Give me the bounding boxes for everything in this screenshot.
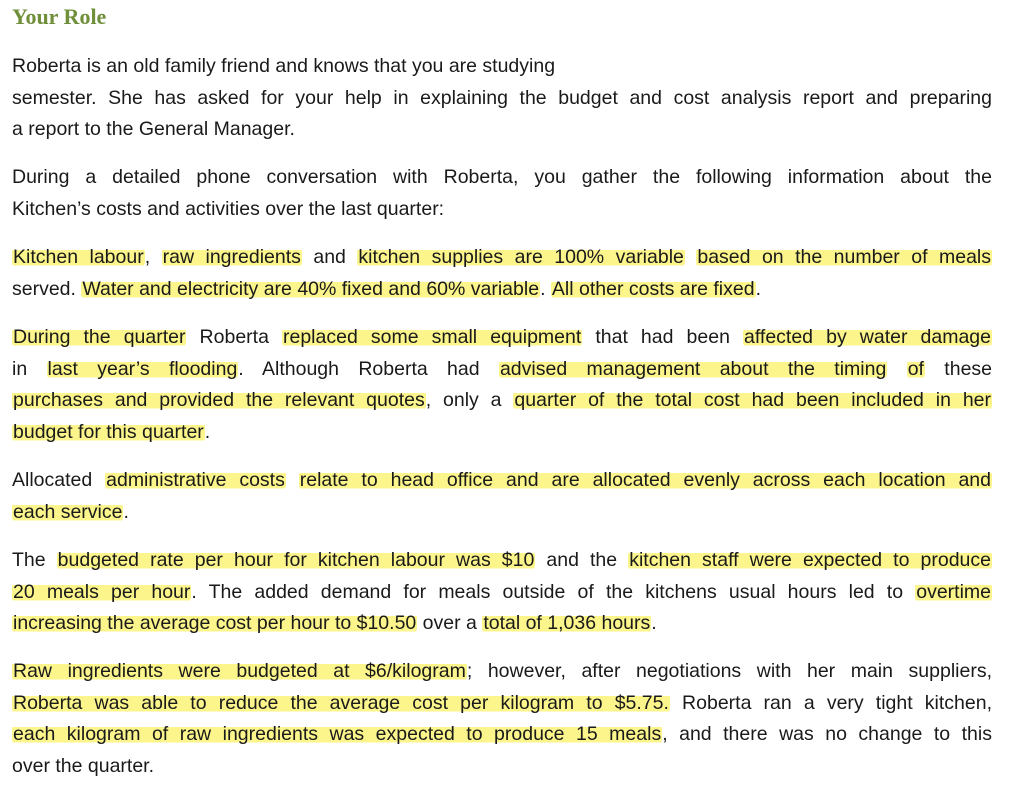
text-line xyxy=(12,114,295,145)
text-run: The xyxy=(12,549,57,571)
text-line xyxy=(12,51,555,82)
highlighted-text: of xyxy=(907,357,924,380)
text-run: over a xyxy=(417,612,483,635)
text-run: Roberta is an old family friend and knows that you are studying xyxy=(12,55,556,77)
highlighted-text: During the quarter xyxy=(13,326,186,348)
text-run: , and there was no change to this xyxy=(662,723,992,746)
text-run: in xyxy=(12,357,47,380)
text-line xyxy=(12,688,992,719)
highlighted-text: based on the number of meals xyxy=(697,246,991,268)
text-run: that had been xyxy=(582,326,743,348)
highlighted-text: kitchen supplies are 100% variable xyxy=(358,246,684,268)
text-run: a report to the General Manager. xyxy=(12,118,295,141)
text-line xyxy=(12,577,992,608)
text-run xyxy=(286,469,299,491)
highlighted-text: total of 1,036 hours xyxy=(483,612,651,635)
highlighted-text: increasing the average cost per hour to $10.50 xyxy=(13,612,417,635)
highlighted-text: Kitchen labour xyxy=(13,246,144,268)
highlighted-text: last year’s flooding xyxy=(47,357,238,380)
text-run: semester. She has asked for your help in explaining the budget and cost analysis report and preparing xyxy=(12,86,992,109)
text-run: Roberta xyxy=(186,326,282,348)
text-run: these xyxy=(924,357,993,380)
highlighted-text: Water and electricity are 40% fixed and 60% variable xyxy=(82,277,540,300)
text-run: . xyxy=(123,500,129,523)
highlighted-text: replaced some small equipment xyxy=(283,326,582,348)
highlighted-text: 20 meals per hour xyxy=(13,580,191,603)
highlighted-text: budget for this quarter xyxy=(13,420,204,443)
text-run: . xyxy=(540,277,551,300)
text-run: . The added demand for meals outside of the kitchens usual hours led to xyxy=(191,580,916,603)
highlighted-text: each kilogram of raw ingredients was expected to produce 15 meals xyxy=(13,723,662,746)
text-run xyxy=(887,358,906,380)
text-line xyxy=(12,354,992,385)
text-line xyxy=(12,656,992,687)
text-run: Allocated xyxy=(12,469,106,491)
text-run: . xyxy=(204,420,211,443)
text-line xyxy=(12,322,992,353)
highlighted-text: All other costs are fixed xyxy=(551,277,755,300)
highlighted-text: affected by water damage xyxy=(744,326,991,348)
text-line xyxy=(12,608,657,639)
text-run: and xyxy=(301,246,358,268)
highlighted-text: each service xyxy=(13,500,123,523)
highlighted-text: budgeted rate per hour for kitchen labour was $10 xyxy=(57,549,535,571)
text-run: , only a xyxy=(425,389,514,412)
text-line xyxy=(12,751,154,782)
text-run: During a detailed phone conversation with Roberta, you gather the following information about the xyxy=(12,166,992,188)
highlighted-text: administrative costs xyxy=(106,469,285,491)
highlighted-text: relate to head office and are allocated evenly across each location and xyxy=(299,469,991,491)
text-line xyxy=(12,719,992,750)
highlighted-text: quarter of the total cost had been included in her xyxy=(514,389,992,412)
text-line xyxy=(12,417,210,448)
text-line xyxy=(12,497,129,528)
highlighted-text: kitchen staff were expected to produce xyxy=(629,549,991,571)
text-line xyxy=(12,162,992,193)
text-run: Roberta ran a very tight kitchen, xyxy=(669,691,992,714)
text-line xyxy=(12,274,761,305)
text-line xyxy=(12,242,992,273)
text-run: over the quarter. xyxy=(12,754,155,777)
text-run: . xyxy=(755,277,762,300)
highlighted-text: advised management about the timing xyxy=(499,357,887,380)
text-run: ; however, after negotiations with her main suppliers, xyxy=(466,660,992,682)
text-run: , xyxy=(144,246,162,268)
text-line xyxy=(12,83,992,114)
text-run: . xyxy=(651,612,657,635)
text-run xyxy=(685,246,696,268)
text-run: and the xyxy=(535,549,629,571)
text-line xyxy=(12,194,444,225)
highlighted-text: overtime xyxy=(916,580,992,603)
text-line xyxy=(12,545,992,576)
section-heading: Your Role xyxy=(12,4,107,29)
highlighted-text: raw ingredients xyxy=(162,246,301,268)
text-run: served. xyxy=(12,277,82,300)
highlighted-text: purchases and provided the relevant quotes xyxy=(13,389,425,412)
text-run: Kitchen’s costs and activities over the last quarter: xyxy=(12,197,445,220)
text-run: . Although Roberta had xyxy=(238,357,499,380)
highlighted-text: Roberta was able to reduce the average cost per kilogram to $5.75. xyxy=(13,691,669,714)
text-line xyxy=(12,465,992,496)
highlighted-text: Raw ingredients were budgeted at $6/kilogram xyxy=(13,660,466,682)
text-line xyxy=(12,385,992,416)
